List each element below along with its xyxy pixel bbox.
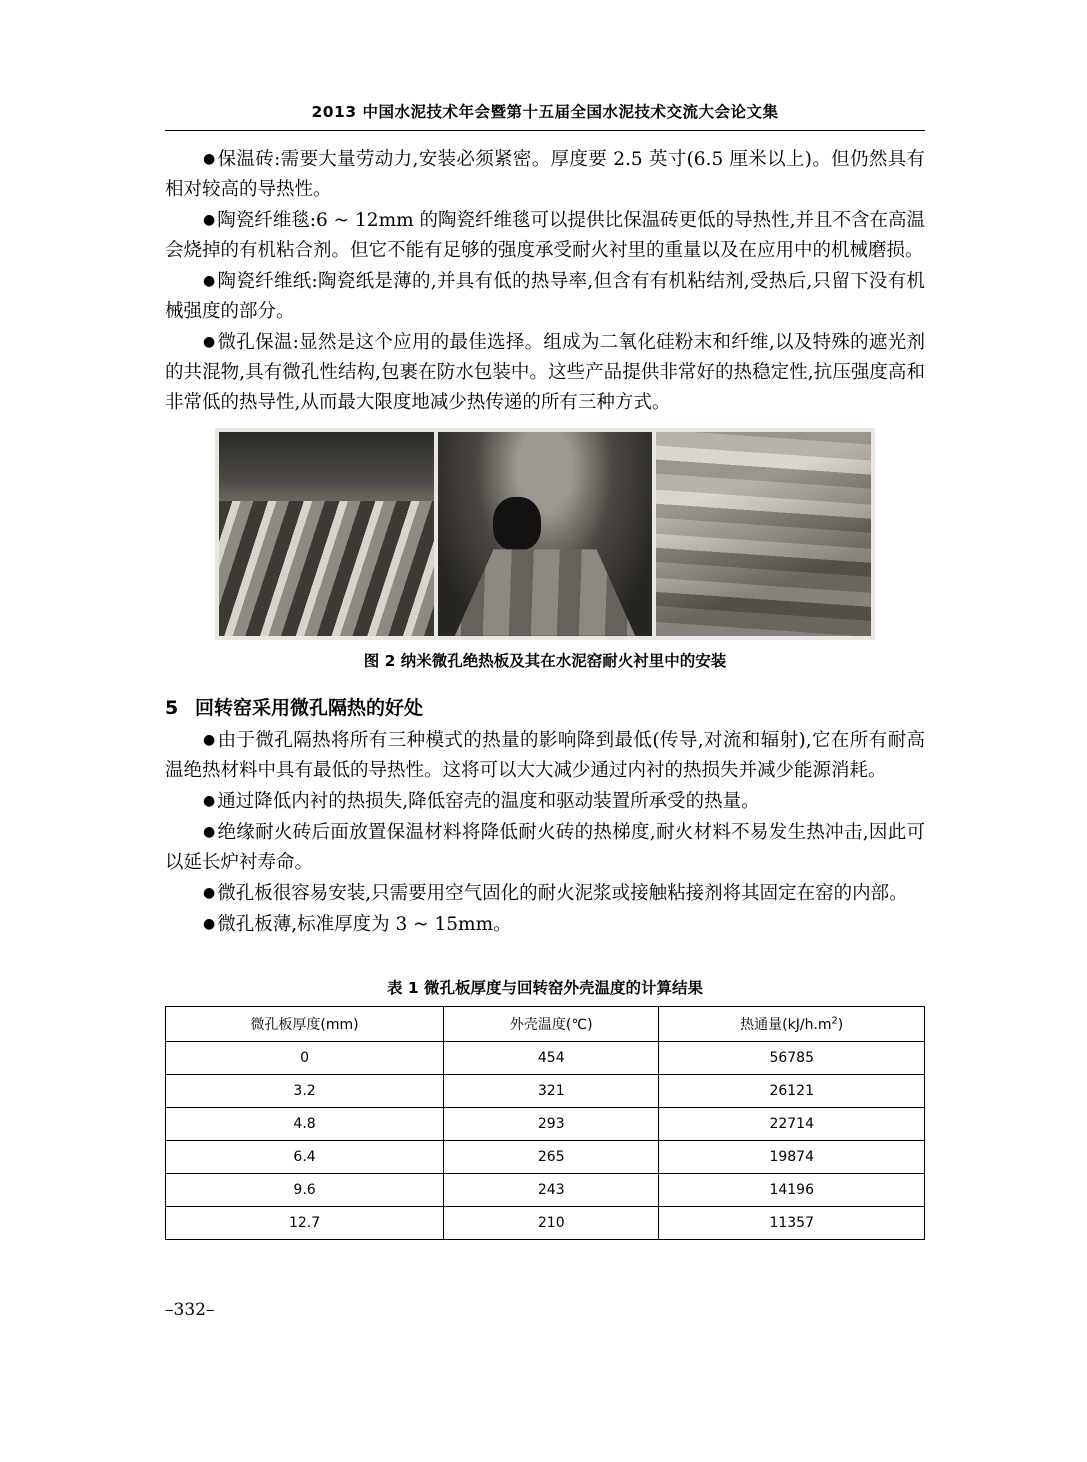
section-paragraph-1 (165, 726, 925, 786)
table-row (166, 1107, 925, 1140)
bullet-icon: ● (203, 884, 216, 901)
table-row (166, 1206, 925, 1239)
body-paragraph-4 (165, 328, 925, 418)
bullet-icon: ● (203, 211, 216, 228)
figure-2-caption: 图 2 纳米微孔绝热板及其在水泥窑耐火衬里中的安装 (363, 651, 727, 670)
kiln-lining-closeup-photo (656, 432, 871, 636)
cell-shell-temp: 210 (444, 1206, 659, 1239)
cell-thickness: 0 (166, 1041, 444, 1074)
body-paragraph-3-text: 陶瓷纤维纸:陶瓷纸是薄的,并具有低的热导率,但含有有机粘结剂,受热后,只留下没有机械强度的部分。 (165, 270, 925, 322)
body-paragraph-2-text: 陶瓷纤维毯:6 ~ 12mm 的陶瓷纤维毯可以提供比保温砖更低的导热性,并且不含在高温会烧掉的有机粘合剂。但它不能有足够的强度承受耐火衬里的重量以及在应用中的机械磨损。 (165, 209, 926, 261)
section-paragraph-4-text: 微孔板很容易安装,只需要用空气固化的耐火泥浆或接触粘接剂将其固定在窑的内部。 (217, 882, 908, 904)
cell-heat-flux: 11357 (659, 1206, 925, 1239)
bullet-icon: ● (203, 333, 216, 350)
table-column-header-heat-flux: 热通量$(kJ/h.m^2)$ (659, 1006, 925, 1041)
cell-heat-flux: 26121 (659, 1074, 925, 1107)
cell-shell-temp: 321 (444, 1074, 659, 1107)
bullet-icon: ● (203, 823, 216, 840)
table-row (166, 1074, 925, 1107)
body-paragraph-1 (165, 145, 925, 205)
bullet-icon: ● (203, 151, 216, 167)
cell-thickness: 4.8 (166, 1107, 444, 1140)
table-column-header-thickness: 微孔板厚度(mm) (166, 1006, 444, 1041)
bullet-icon: ● (203, 731, 216, 748)
section-paragraph-3 (165, 818, 925, 878)
bullet-icon: ● (203, 915, 216, 932)
cell-heat-flux: 14196 (659, 1173, 925, 1206)
figure-2-images (215, 428, 875, 640)
section-title: 回转窑采用微孔隔热的好处 (195, 696, 424, 719)
section-paragraph-2 (165, 787, 925, 817)
section-paragraph-5-text: 微孔板薄,标准厚度为 3 ~ 15mm。 (217, 913, 512, 935)
section-heading-5 (165, 693, 925, 720)
body-paragraph-2 (165, 206, 925, 266)
body-paragraph-4-text: 微孔保温:显然是这个应用的最佳选择。组成为二氧化硅粉末和纤维,以及特殊的遮光剂的共混物,具有微孔性结构,包裹在防水包装中。这些产品提供非常好的热稳定性,抗压强度高和非常低的热导性,从而最大限度地减少热传递的所有三种方式。 (165, 331, 926, 413)
page-number: –332– (165, 1300, 215, 1320)
table-row (166, 1140, 925, 1173)
cell-heat-flux: 22714 (659, 1107, 925, 1140)
body-paragraph-3 (165, 267, 925, 327)
kiln-interior-worker-photo (438, 432, 653, 636)
section-paragraph-5 (165, 910, 925, 940)
cell-thickness: 3.2 (166, 1074, 444, 1107)
cell-thickness: 6.4 (166, 1140, 444, 1173)
table-1 (165, 1006, 925, 1240)
section-paragraph-4 (165, 879, 925, 909)
cell-thickness: 9.6 (166, 1173, 444, 1206)
header-rule (165, 130, 925, 131)
cell-shell-temp: 243 (444, 1173, 659, 1206)
section-paragraph-2-text: 通过降低内衬的热损失,降低窑壳的温度和驱动装置所承受的热量。 (217, 790, 760, 812)
cell-heat-flux: 56785 (659, 1041, 925, 1074)
page-content (165, 100, 925, 1240)
table-column-header-shell-temp: 外壳温度(℃) (444, 1006, 659, 1041)
body-paragraph-1-text: 保温砖:需要大量劳动力,安装必须紧密。厚度要 2.5 英寸(6.5 厘米以上)。但仍然具有相对较高的导热性。 (165, 149, 925, 200)
section-paragraph-1-text: 由于微孔隔热将所有三种模式的热量的影响降到最低(传导,对流和辐射),它在所有耐高温绝热材料中具有最低的导热性。这将可以大大减少通过内衬的热损失并减少能源消耗。 (165, 729, 926, 781)
table-row (166, 1173, 925, 1206)
table-header-row (166, 1006, 925, 1041)
running-head: 2013 中国水泥技术年会暨第十五届全国水泥技术交流大会论文集 (311, 103, 779, 121)
kiln-insulation-boards-stacked-photo (219, 432, 434, 636)
cell-shell-temp: 265 (444, 1140, 659, 1173)
cell-shell-temp: 293 (444, 1107, 659, 1140)
bullet-icon: ● (203, 272, 216, 289)
section-paragraph-3-text: 绝缘耐火砖后面放置保温材料将降低耐火砖的热梯度,耐火材料不易发生热冲击,因此可以延长炉衬寿命。 (165, 821, 926, 873)
bullet-icon: ● (203, 792, 216, 809)
table-1-title: 表 1 微孔板厚度与回转窑外壳温度的计算结果 (386, 978, 704, 997)
section-number: 5 (165, 696, 179, 719)
cell-thickness: 12.7 (166, 1206, 444, 1239)
cell-shell-temp: 454 (444, 1041, 659, 1074)
table-row (166, 1041, 925, 1074)
cell-heat-flux: 19874 (659, 1140, 925, 1173)
figure-2 (165, 428, 925, 671)
